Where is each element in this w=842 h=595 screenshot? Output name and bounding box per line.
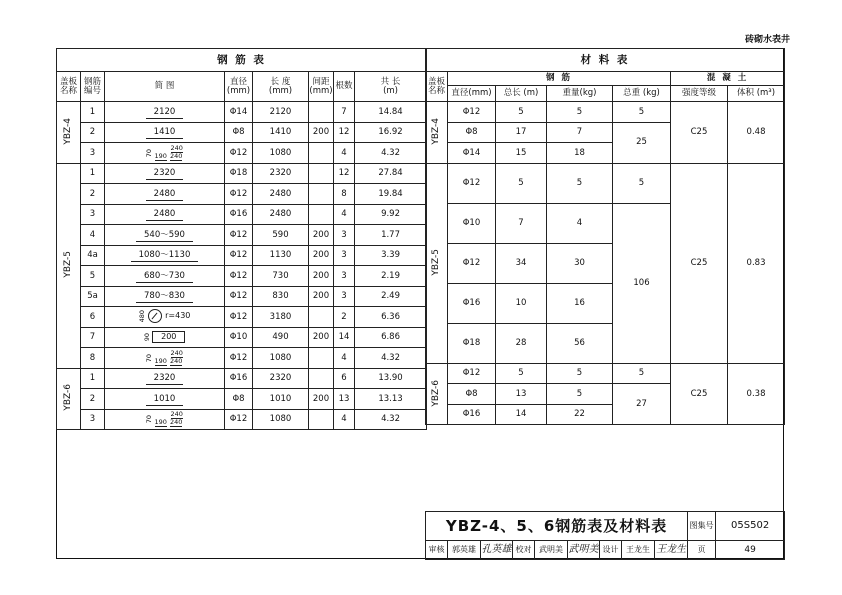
mat-header-weight: 重量(kg) bbox=[547, 86, 613, 102]
rebar-total-length: 14.84 bbox=[355, 102, 427, 123]
straight-bar-shape: 1010 bbox=[146, 394, 184, 406]
mat-weight: 22 bbox=[547, 404, 613, 425]
straight-bar-shape: 2320 bbox=[146, 373, 184, 385]
rebar-length: 1080 bbox=[253, 409, 309, 430]
rebar-row bbox=[57, 225, 427, 246]
mat-total-length: 17 bbox=[496, 122, 547, 143]
rebar-count: 14 bbox=[334, 327, 355, 348]
material-table bbox=[425, 48, 785, 425]
hook-height: 70 bbox=[145, 148, 154, 157]
mat-diameter: Φ12 bbox=[448, 102, 496, 123]
header-board-name: 盖板 名称 bbox=[57, 72, 81, 102]
header-count: 根数 bbox=[334, 72, 355, 102]
stirrup-shape bbox=[144, 331, 186, 343]
straight-bar-shape: 2480 bbox=[146, 209, 184, 221]
ring-radius: r=430 bbox=[165, 310, 191, 320]
straight-bar-shape: 680～730 bbox=[136, 271, 193, 283]
rebar-count: 4 bbox=[334, 348, 355, 369]
board-name-cell bbox=[57, 368, 81, 430]
rebar-number: 5 bbox=[81, 266, 105, 287]
mat-total-length: 13 bbox=[496, 384, 547, 405]
designer-signature: 王龙生 bbox=[655, 541, 688, 560]
rebar-spacing bbox=[309, 204, 334, 225]
rebar-total-length: 4.32 bbox=[355, 348, 427, 369]
mat-diameter: Φ8 bbox=[448, 384, 496, 405]
rebar-shape-cell bbox=[105, 143, 225, 164]
material-table-title: 材 料 表 bbox=[426, 49, 785, 72]
mat-weight: 56 bbox=[547, 323, 613, 363]
mat-board-name-cell bbox=[426, 163, 448, 363]
rebar-length: 490 bbox=[253, 327, 309, 348]
rebar-row bbox=[57, 389, 427, 410]
mat-header-diameter: 直径(mm) bbox=[448, 86, 496, 102]
rebar-spacing bbox=[309, 409, 334, 430]
hook-height: 70 bbox=[145, 353, 154, 362]
mat-total-length: 28 bbox=[496, 323, 547, 363]
mat-weight: 30 bbox=[547, 243, 613, 283]
rebar-count: 3 bbox=[334, 245, 355, 266]
rebar-total-length: 4.32 bbox=[355, 143, 427, 164]
rebar-total-length: 2.19 bbox=[355, 266, 427, 287]
rebar-spacing: 200 bbox=[309, 266, 334, 287]
mat-concrete-volume: 0.48 bbox=[728, 102, 785, 164]
rebar-count: 13 bbox=[334, 389, 355, 410]
rebar-row bbox=[57, 327, 427, 348]
mat-header-total-length: 总长 (m) bbox=[496, 86, 547, 102]
mat-header-total-weight: 总重 (kg) bbox=[613, 86, 671, 102]
mat-board-name: YBZ-6 bbox=[431, 379, 441, 407]
mat-board-name-cell bbox=[426, 102, 448, 164]
rebar-total-length: 16.92 bbox=[355, 122, 427, 143]
rebar-length: 2480 bbox=[253, 184, 309, 205]
rebar-table bbox=[56, 48, 427, 430]
header-spacing: 间距 (mm) bbox=[309, 72, 334, 102]
title-block bbox=[425, 511, 784, 559]
rebar-row bbox=[57, 348, 427, 369]
rebar-number: 1 bbox=[81, 368, 105, 389]
mat-total-weight: 106 bbox=[613, 203, 671, 363]
rebar-row bbox=[57, 204, 427, 225]
mat-total-weight: 5 bbox=[613, 363, 671, 384]
mat-weight: 5 bbox=[547, 363, 613, 384]
mat-weight: 4 bbox=[547, 203, 613, 243]
mat-header-grade: 强度等级 bbox=[671, 86, 728, 102]
rebar-diameter: Φ14 bbox=[225, 102, 253, 123]
mat-total-weight: 27 bbox=[613, 384, 671, 425]
mat-concrete-grade: C25 bbox=[671, 163, 728, 363]
rebar-spacing bbox=[309, 348, 334, 369]
material-row bbox=[426, 102, 785, 123]
straight-bar-shape: 1080～1130 bbox=[131, 250, 199, 262]
rebar-spacing: 200 bbox=[309, 389, 334, 410]
mat-total-length: 5 bbox=[496, 102, 547, 123]
rebar-count: 3 bbox=[334, 266, 355, 287]
rebar-diameter: Φ10 bbox=[225, 327, 253, 348]
rebar-diameter: Φ12 bbox=[225, 184, 253, 205]
hooked-bar-shape bbox=[146, 145, 183, 161]
rebar-total-length: 9.92 bbox=[355, 204, 427, 225]
reviewer-name: 郭英雄 bbox=[448, 541, 481, 560]
rebar-number: 3 bbox=[81, 143, 105, 164]
rebar-number: 1 bbox=[81, 102, 105, 123]
rebar-diameter: Φ12 bbox=[225, 348, 253, 369]
rebar-diameter: Φ16 bbox=[225, 368, 253, 389]
hook-bottom-length: 190 bbox=[154, 418, 167, 427]
hook-top-length: 240 bbox=[170, 348, 183, 357]
mat-total-length: 34 bbox=[496, 243, 547, 283]
mat-weight: 16 bbox=[547, 283, 613, 323]
material-row bbox=[426, 363, 785, 384]
mat-concrete-volume: 0.83 bbox=[728, 163, 785, 363]
mat-diameter: Φ12 bbox=[448, 363, 496, 384]
rebar-total-length: 27.84 bbox=[355, 163, 427, 184]
rebar-shape-cell bbox=[105, 225, 225, 246]
rebar-diameter: Φ16 bbox=[225, 204, 253, 225]
mat-header-board-name: 盖板 名称 bbox=[426, 72, 448, 102]
rebar-diameter: Φ12 bbox=[225, 225, 253, 246]
mat-board-name: YBZ-5 bbox=[431, 248, 441, 276]
straight-bar-shape: 1410 bbox=[146, 127, 184, 139]
rebar-count: 3 bbox=[334, 225, 355, 246]
hooked-bar-shape bbox=[146, 411, 183, 427]
checker-signature: 武明美 bbox=[568, 541, 600, 560]
rebar-spacing bbox=[309, 143, 334, 164]
rebar-length: 2320 bbox=[253, 368, 309, 389]
material-row bbox=[426, 163, 785, 203]
mat-diameter: Φ16 bbox=[448, 404, 496, 425]
rebar-length: 1130 bbox=[253, 245, 309, 266]
rebar-row bbox=[57, 286, 427, 307]
rebar-length: 2120 bbox=[253, 102, 309, 123]
mat-total-weight: 5 bbox=[613, 102, 671, 123]
rebar-length: 1080 bbox=[253, 143, 309, 164]
rebar-diameter: Φ12 bbox=[225, 245, 253, 266]
mat-weight: 7 bbox=[547, 122, 613, 143]
board-name-cell bbox=[57, 163, 81, 368]
board-name: YBZ-5 bbox=[63, 250, 73, 278]
straight-bar-shape: 780～830 bbox=[136, 291, 193, 303]
rebar-spacing bbox=[309, 184, 334, 205]
rebar-spacing: 200 bbox=[309, 286, 334, 307]
board-name: YBZ-6 bbox=[63, 384, 73, 411]
ring-bar-shape bbox=[139, 309, 191, 323]
rebar-number: 3 bbox=[81, 204, 105, 225]
rebar-shape-cell bbox=[105, 286, 225, 307]
hook-bottom-length: 190 bbox=[154, 356, 167, 365]
atlas-number: 05S502 bbox=[716, 512, 785, 541]
rebar-shape-cell bbox=[105, 102, 225, 123]
rebar-diameter: Φ18 bbox=[225, 163, 253, 184]
mat-diameter: Φ12 bbox=[448, 243, 496, 283]
mat-header-steel: 钢 筋 bbox=[448, 72, 671, 86]
rebar-number: 4 bbox=[81, 225, 105, 246]
header-shape: 简 图 bbox=[105, 72, 225, 102]
hook-bottom-length: 190 bbox=[154, 151, 167, 160]
rebar-diameter: Φ12 bbox=[225, 307, 253, 328]
designer-name: 王龙生 bbox=[622, 541, 655, 560]
rebar-number: 6 bbox=[81, 307, 105, 328]
stirrup-width: 200 bbox=[152, 331, 185, 343]
rebar-number: 5a bbox=[81, 286, 105, 307]
mat-diameter: Φ16 bbox=[448, 283, 496, 323]
rebar-row bbox=[57, 368, 427, 389]
rebar-length: 2320 bbox=[253, 163, 309, 184]
rebar-shape-cell bbox=[105, 122, 225, 143]
mat-total-weight: 5 bbox=[613, 163, 671, 203]
rebar-row bbox=[57, 266, 427, 287]
header-total-length: 共 长 (m) bbox=[355, 72, 427, 102]
atlas-label: 图集号 bbox=[688, 512, 716, 541]
rebar-count: 6 bbox=[334, 368, 355, 389]
rebar-count: 8 bbox=[334, 184, 355, 205]
hook-tail-length: 240 bbox=[169, 356, 183, 365]
rebar-length: 830 bbox=[253, 286, 309, 307]
rebar-total-length: 6.36 bbox=[355, 307, 427, 328]
mat-total-length: 5 bbox=[496, 163, 547, 203]
mat-total-length: 7 bbox=[496, 203, 547, 243]
review-label: 审核 bbox=[426, 541, 448, 560]
rebar-row bbox=[57, 102, 427, 123]
mat-concrete-grade: C25 bbox=[671, 102, 728, 164]
rebar-total-length: 13.90 bbox=[355, 368, 427, 389]
drawing-title: YBZ-4、5、6钢筋表及材料表 bbox=[426, 512, 688, 541]
rebar-spacing bbox=[309, 102, 334, 123]
rebar-spacing: 200 bbox=[309, 225, 334, 246]
rebar-spacing bbox=[309, 307, 334, 328]
rebar-count: 4 bbox=[334, 143, 355, 164]
straight-bar-shape: 540～590 bbox=[136, 230, 193, 242]
rebar-total-length: 3.39 bbox=[355, 245, 427, 266]
rebar-row bbox=[57, 122, 427, 143]
rebar-shape-cell bbox=[105, 307, 225, 328]
mat-total-weight: 25 bbox=[613, 122, 671, 163]
board-name-cell bbox=[57, 102, 81, 164]
rebar-row bbox=[57, 245, 427, 266]
rebar-length: 1410 bbox=[253, 122, 309, 143]
rebar-count: 3 bbox=[334, 286, 355, 307]
rebar-row bbox=[57, 163, 427, 184]
page-label: 页 bbox=[688, 541, 716, 560]
rebar-spacing: 200 bbox=[309, 327, 334, 348]
rebar-diameter: Φ12 bbox=[225, 409, 253, 430]
rebar-diameter: Φ8 bbox=[225, 122, 253, 143]
rebar-row bbox=[57, 409, 427, 430]
rebar-diameter: Φ12 bbox=[225, 143, 253, 164]
board-name: YBZ-4 bbox=[63, 117, 73, 145]
checker-name: 武明美 bbox=[535, 541, 568, 560]
stirrup-height: 90 bbox=[142, 332, 151, 342]
mat-total-length: 15 bbox=[496, 143, 547, 164]
rebar-shape-cell bbox=[105, 204, 225, 225]
page-number: 49 bbox=[716, 541, 785, 560]
rebar-diameter: Φ12 bbox=[225, 286, 253, 307]
straight-bar-shape: 2120 bbox=[146, 107, 184, 119]
rebar-diameter: Φ8 bbox=[225, 389, 253, 410]
header-rebar-number: 钢筋 编号 bbox=[81, 72, 105, 102]
rebar-total-length: 1.77 bbox=[355, 225, 427, 246]
straight-bar-shape: 2480 bbox=[146, 189, 184, 201]
rebar-spacing bbox=[309, 163, 334, 184]
mat-diameter: Φ8 bbox=[448, 122, 496, 143]
rebar-number: 2 bbox=[81, 184, 105, 205]
header-length: 长 度 (mm) bbox=[253, 72, 309, 102]
rebar-length: 730 bbox=[253, 266, 309, 287]
rebar-total-length: 13.13 bbox=[355, 389, 427, 410]
rebar-row bbox=[57, 184, 427, 205]
rebar-number: 7 bbox=[81, 327, 105, 348]
mat-total-length: 5 bbox=[496, 363, 547, 384]
rebar-spacing: 200 bbox=[309, 245, 334, 266]
straight-bar-shape: 2320 bbox=[146, 168, 184, 180]
rebar-row bbox=[57, 307, 427, 328]
hooked-bar-shape bbox=[146, 350, 183, 366]
rebar-table-title: 钢 筋 表 bbox=[57, 49, 427, 72]
rebar-shape-cell bbox=[105, 245, 225, 266]
mat-concrete-grade: C25 bbox=[671, 363, 728, 425]
rebar-total-length: 4.32 bbox=[355, 409, 427, 430]
rebar-count: 4 bbox=[334, 204, 355, 225]
document-series-note: 砖砌水表井 bbox=[745, 35, 791, 45]
rebar-shape-cell bbox=[105, 163, 225, 184]
rebar-row bbox=[57, 143, 427, 164]
hook-tail-length: 240 bbox=[169, 418, 183, 427]
rebar-diameter: Φ12 bbox=[225, 266, 253, 287]
rebar-number: 1 bbox=[81, 163, 105, 184]
mat-weight: 18 bbox=[547, 143, 613, 164]
rebar-shape-cell bbox=[105, 327, 225, 348]
mat-weight: 5 bbox=[547, 163, 613, 203]
hook-height: 70 bbox=[145, 415, 154, 424]
rebar-total-length: 19.84 bbox=[355, 184, 427, 205]
mat-board-name-cell bbox=[426, 363, 448, 425]
rebar-count: 2 bbox=[334, 307, 355, 328]
rebar-number: 8 bbox=[81, 348, 105, 369]
rebar-spacing bbox=[309, 368, 334, 389]
mat-diameter: Φ10 bbox=[448, 203, 496, 243]
mat-diameter: Φ18 bbox=[448, 323, 496, 363]
rebar-number: 4a bbox=[81, 245, 105, 266]
rebar-shape-cell bbox=[105, 184, 225, 205]
mat-diameter: Φ12 bbox=[448, 163, 496, 203]
rebar-spacing: 200 bbox=[309, 122, 334, 143]
rebar-shape-cell bbox=[105, 348, 225, 369]
rebar-count: 4 bbox=[334, 409, 355, 430]
rebar-shape-cell bbox=[105, 409, 225, 430]
header-diameter: 直径 (mm) bbox=[225, 72, 253, 102]
mat-header-concrete: 混 凝 土 bbox=[671, 72, 785, 86]
design-label: 设计 bbox=[600, 541, 622, 560]
rebar-number: 2 bbox=[81, 122, 105, 143]
rebar-shape-cell bbox=[105, 389, 225, 410]
mat-concrete-volume: 0.38 bbox=[728, 363, 785, 425]
hook-tail-length: 240 bbox=[169, 151, 183, 160]
rebar-number: 3 bbox=[81, 409, 105, 430]
mat-total-length: 10 bbox=[496, 283, 547, 323]
mat-total-length: 14 bbox=[496, 404, 547, 425]
rebar-shape-cell bbox=[105, 266, 225, 287]
rebar-count: 12 bbox=[334, 163, 355, 184]
check-label: 校对 bbox=[513, 541, 535, 560]
rebar-length: 590 bbox=[253, 225, 309, 246]
rebar-length: 2480 bbox=[253, 204, 309, 225]
rebar-total-length: 2.49 bbox=[355, 286, 427, 307]
rebar-total-length: 6.86 bbox=[355, 327, 427, 348]
mat-board-name: YBZ-4 bbox=[431, 117, 441, 145]
rebar-shape-cell bbox=[105, 368, 225, 389]
hook-top-length: 240 bbox=[170, 143, 183, 152]
mat-diameter: Φ14 bbox=[448, 143, 496, 164]
rebar-count: 12 bbox=[334, 122, 355, 143]
mat-weight: 5 bbox=[547, 384, 613, 405]
circle-icon bbox=[148, 309, 162, 323]
rebar-length: 1080 bbox=[253, 348, 309, 369]
rebar-length: 1010 bbox=[253, 389, 309, 410]
ring-height: 480 bbox=[137, 309, 146, 323]
mat-header-volume: 体积 (m³) bbox=[728, 86, 785, 102]
reviewer-signature: 孔英雄 bbox=[481, 541, 513, 560]
hook-top-length: 240 bbox=[170, 410, 183, 419]
rebar-count: 7 bbox=[334, 102, 355, 123]
mat-weight: 5 bbox=[547, 102, 613, 123]
rebar-length: 3180 bbox=[253, 307, 309, 328]
rebar-number: 2 bbox=[81, 389, 105, 410]
